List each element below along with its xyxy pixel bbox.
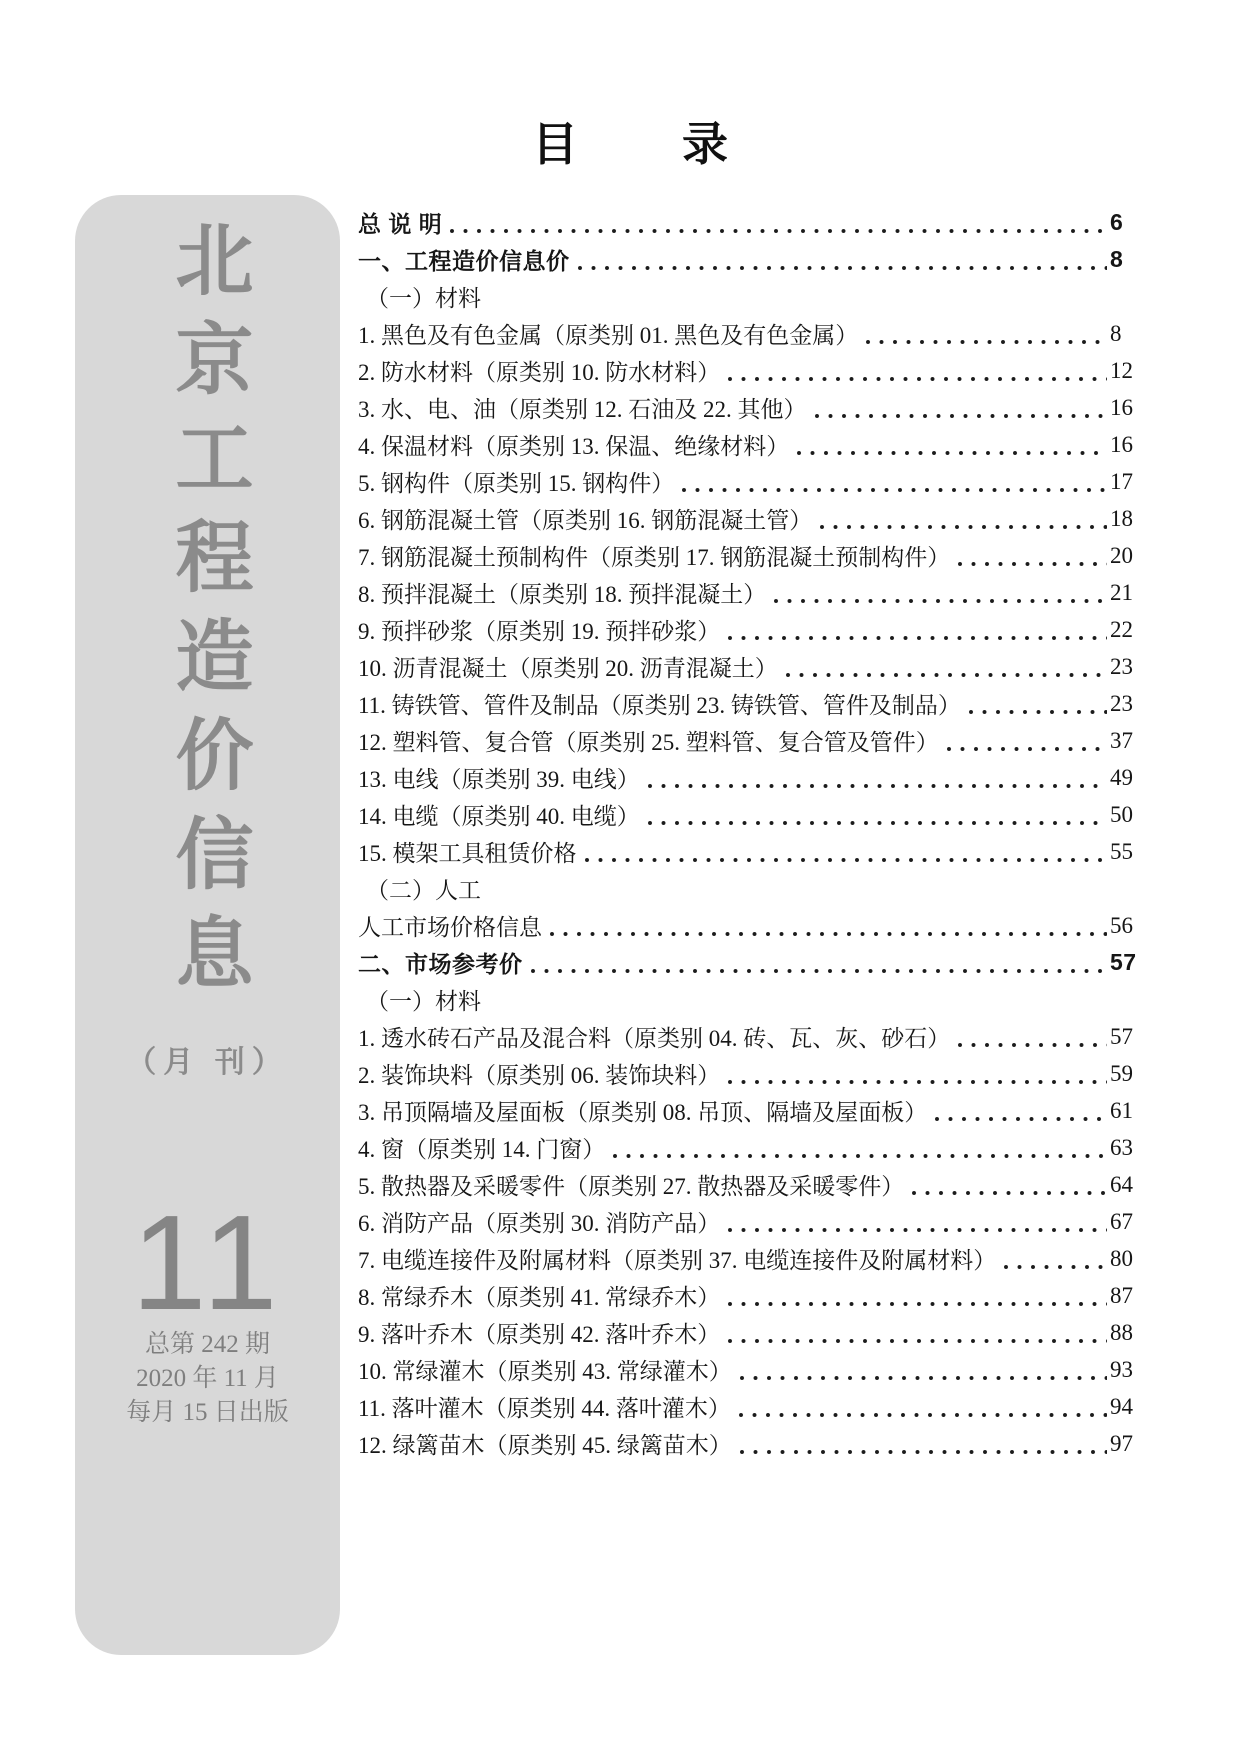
toc-entry	[358, 537, 1152, 574]
toc-entry-page: 55	[1110, 838, 1133, 864]
toc-entry	[358, 1425, 1152, 1462]
toc-leader-dots	[728, 636, 1107, 640]
toc-leader-dots	[958, 1043, 1107, 1047]
toc-entry-page: 16	[1110, 431, 1133, 457]
toc-entry-label: 5. 钢构件（原类别 15. 钢构件）	[358, 471, 675, 496]
toc-entry-page: 6	[1110, 209, 1124, 235]
toc-leader-dots	[648, 821, 1107, 825]
toc-entry	[358, 1277, 1152, 1314]
toc-entry-label: 6. 钢筋混凝土管（原类别 16. 钢筋混凝土管）	[358, 508, 813, 533]
toc-entry-label: 10. 常绿灌木（原类别 43. 常绿灌木）	[358, 1359, 732, 1384]
toc-leader-dots	[550, 932, 1107, 936]
toc-entry	[358, 315, 1152, 352]
toc-entry-label: 2. 防水材料（原类别 10. 防水材料）	[358, 360, 721, 385]
toc-entry	[358, 463, 1152, 500]
toc-entry-label: 4. 窗（原类别 14. 门窗）	[358, 1137, 606, 1162]
toc-entry	[358, 500, 1152, 537]
toc-entry	[358, 944, 1152, 981]
issue-info	[75, 1328, 340, 1430]
toc-entry-label: 2. 装饰块料（原类别 06. 装饰块料）	[358, 1063, 721, 1088]
monthly-label: （月 刊）	[126, 1046, 289, 1079]
toc-leader-dots	[786, 673, 1107, 677]
toc-entry-page: 87	[1110, 1282, 1133, 1308]
toc-leader-dots	[728, 1228, 1107, 1232]
toc-entry-label: 12. 绿篱苗木（原类别 45. 绿篱苗木）	[358, 1433, 732, 1458]
toc-entry-label: 11. 铸铁管、管件及制品（原类别 23. 铸铁管、管件及制品）	[358, 693, 961, 718]
toc-leader-dots	[648, 784, 1107, 788]
toc-leader-dots	[728, 377, 1107, 381]
toc-entry	[358, 1351, 1152, 1388]
toc-leader-dots	[969, 710, 1107, 714]
toc-entry	[358, 759, 1152, 796]
toc-entry	[358, 833, 1152, 870]
toc-entry-page: 22	[1110, 616, 1133, 642]
toc-entry-label: 3. 吊顶隔墙及屋面板（原类别 08. 吊顶、隔墙及屋面板）	[358, 1100, 928, 1125]
toc-entry	[358, 907, 1152, 944]
toc-entry	[358, 796, 1152, 833]
toc-entry	[358, 352, 1152, 389]
toc-entry	[358, 204, 1152, 241]
toc-entry	[358, 685, 1152, 722]
toc-entry	[358, 1092, 1152, 1129]
toc-leader-dots	[958, 562, 1107, 566]
toc-leader-dots	[740, 1376, 1107, 1380]
toc-entry-label: 3. 水、电、油（原类别 12. 石油及 22. 其他）	[358, 397, 807, 422]
toc-entry	[358, 1018, 1152, 1055]
toc-entry-label: 4. 保温材料（原类别 13. 保温、绝缘材料）	[358, 434, 790, 459]
toc-leader-dots	[774, 599, 1107, 603]
toc-entry	[358, 241, 1152, 278]
toc-entry-page: 8	[1110, 246, 1124, 272]
journal-spine	[75, 195, 340, 1655]
toc-entry-label: 12. 塑料管、复合管（原类别 25. 塑料管、复合管及管件）	[358, 730, 939, 755]
toc-entry-label: 总 说 明	[358, 211, 443, 237]
toc-entry	[358, 981, 1152, 1018]
toc-entry	[358, 1166, 1152, 1203]
toc-entry-label: （一）材料	[366, 989, 481, 1014]
toc-entry-label: 1. 黑色及有色金属（原类别 01. 黑色及有色金属）	[358, 323, 859, 348]
toc-entry-page: 56	[1110, 912, 1133, 938]
toc-leader-dots	[613, 1154, 1107, 1158]
toc-entry-page: 80	[1110, 1245, 1133, 1271]
toc-entry-page: 12	[1110, 357, 1133, 383]
toc-entry-label: 1. 透水砖石产品及混合料（原类别 04. 砖、瓦、灰、砂石）	[358, 1026, 951, 1051]
toc-leader-dots	[947, 747, 1107, 751]
toc-entry-label: 11. 落叶灌木（原类别 44. 落叶灌木）	[358, 1396, 731, 1421]
toc-entry	[358, 1129, 1152, 1166]
toc-entry	[358, 1388, 1152, 1425]
page-title-char-right: 录	[682, 118, 728, 170]
toc-entry-page: 17	[1110, 468, 1133, 494]
toc-entry-label: 人工市场价格信息	[358, 915, 542, 940]
issue-info-line-3: 每月 15 日出版	[126, 1399, 289, 1426]
toc-entry-page: 23	[1110, 690, 1133, 716]
toc-leader-dots	[1004, 1265, 1107, 1269]
toc-entry-page: 93	[1110, 1356, 1133, 1382]
toc-leader-dots	[728, 1080, 1107, 1084]
toc-leader-dots	[740, 1450, 1107, 1454]
toc-leader-dots	[450, 229, 1107, 233]
toc-entry	[358, 1055, 1152, 1092]
toc-entry-page: 37	[1110, 727, 1133, 753]
toc-entry-label: 8. 预拌混凝土（原类别 18. 预拌混凝土）	[358, 582, 767, 607]
toc-entry-page: 64	[1110, 1171, 1133, 1197]
toc-entry	[358, 574, 1152, 611]
toc-entry-page: 57	[1110, 949, 1137, 975]
page-title-char-left: 目	[532, 118, 578, 170]
toc-entry-page: 61	[1110, 1097, 1133, 1123]
toc-entry-label: 二、市场参考价	[358, 951, 523, 977]
toc-entry-page: 63	[1110, 1134, 1133, 1160]
toc-leader-dots	[682, 488, 1107, 492]
toc-entry-page: 18	[1110, 505, 1133, 531]
toc-entry	[358, 648, 1152, 685]
page-title	[532, 118, 728, 170]
toc-entry-label: 13. 电线（原类别 39. 电线）	[358, 767, 640, 792]
toc-entry-page: 57	[1110, 1023, 1133, 1049]
journal-title-vertical: 北京工程造价信息	[164, 219, 252, 1011]
issue-info-line-1: 总第 242 期	[144, 1331, 270, 1358]
toc-entry-page: 20	[1110, 542, 1133, 568]
toc-entry-label: 5. 散热器及采暖零件（原类别 27. 散热器及采暖零件）	[358, 1174, 905, 1199]
toc-entry-page: 88	[1110, 1319, 1133, 1345]
toc-entry	[358, 722, 1152, 759]
toc-entry	[358, 426, 1152, 463]
toc-leader-dots	[935, 1117, 1107, 1121]
toc-entry-label: （二）人工	[366, 878, 481, 903]
toc-leader-dots	[815, 414, 1108, 418]
toc-leader-dots	[797, 451, 1107, 455]
toc-entry-page: 67	[1110, 1208, 1133, 1234]
toc-entry-page: 21	[1110, 579, 1133, 605]
toc-entry-page: 50	[1110, 801, 1133, 827]
toc-leader-dots	[820, 525, 1107, 529]
toc-entry-label: 14. 电缆（原类别 40. 电缆）	[358, 804, 640, 829]
toc-entry-label: 7. 电缆连接件及附属材料（原类别 37. 电缆连接件及附属材料）	[358, 1248, 997, 1273]
toc-entry-page: 94	[1110, 1393, 1133, 1419]
issue-number: 11	[131, 1187, 284, 1338]
toc-entry-label: 8. 常绿乔木（原类别 41. 常绿乔木）	[358, 1285, 721, 1310]
toc-entry-label: 10. 沥青混凝土（原类别 20. 沥青混凝土）	[358, 656, 778, 681]
toc-entry-label: 一、工程造价信息价	[358, 248, 570, 274]
toc-entry	[358, 870, 1152, 907]
toc-leader-dots	[912, 1191, 1107, 1195]
toc-entry-page: 8	[1110, 320, 1122, 346]
toc-entry-label: 9. 预拌砂浆（原类别 19. 预拌砂浆）	[358, 619, 721, 644]
toc-entry-label: 7. 钢筋混凝土预制构件（原类别 17. 钢筋混凝土预制构件）	[358, 545, 951, 570]
toc-entry	[358, 1240, 1152, 1277]
issue-info-line-2: 2020 年 11 月	[136, 1365, 279, 1392]
toc-entry-page: 49	[1110, 764, 1133, 790]
toc-list	[358, 204, 1152, 1462]
toc-entry-label: 15. 模架工具租赁价格	[358, 841, 577, 866]
toc-entry	[358, 389, 1152, 426]
toc-leader-dots	[585, 858, 1108, 862]
toc-entry	[358, 611, 1152, 648]
toc-leader-dots	[728, 1339, 1107, 1343]
toc-leader-dots	[739, 1413, 1107, 1417]
toc-leader-dots	[728, 1302, 1107, 1306]
toc-entry-page: 16	[1110, 394, 1133, 420]
toc-leader-dots	[531, 969, 1108, 973]
toc-entry	[358, 1203, 1152, 1240]
toc-leader-dots	[866, 340, 1107, 344]
toc-entry-page: 59	[1110, 1060, 1133, 1086]
toc-entry-label: 6. 消防产品（原类别 30. 消防产品）	[358, 1211, 721, 1236]
toc-entry-page: 97	[1110, 1430, 1133, 1456]
toc-entry	[358, 278, 1152, 315]
toc-entry	[358, 1314, 1152, 1351]
toc-entry-label: 9. 落叶乔木（原类别 42. 落叶乔木）	[358, 1322, 721, 1347]
toc-entry-page: 23	[1110, 653, 1133, 679]
toc-leader-dots	[578, 266, 1108, 270]
toc-entry-label: （一）材料	[366, 286, 481, 311]
